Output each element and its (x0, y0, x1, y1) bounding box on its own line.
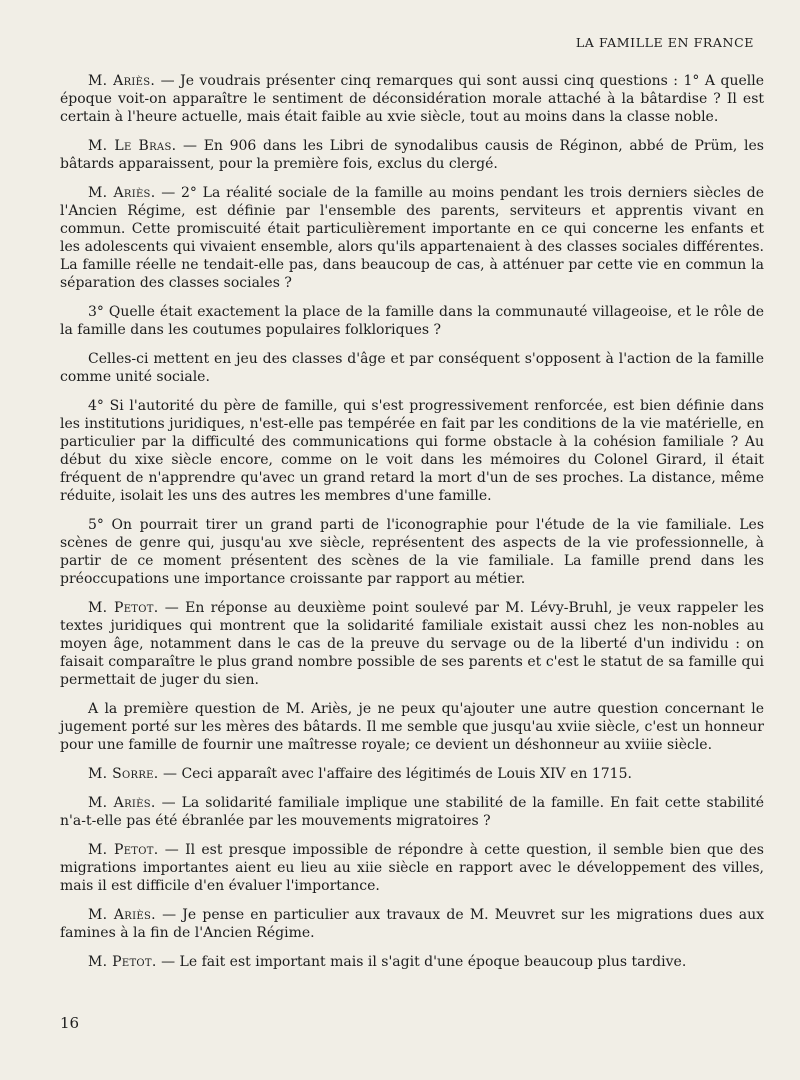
page-body (60, 72, 764, 982)
paragraph (60, 72, 764, 126)
paragraph-text: — Le fait est important mais il s'agit d'une époque beaucoup plus tardive. (156, 954, 687, 970)
paragraph (60, 841, 764, 895)
paragraph (60, 516, 764, 588)
speaker-name: M. Ariès. (88, 185, 156, 201)
paragraph-text: A la première question de M. Ariès, je ne peux qu'ajouter une autre question concernant le jugement porté sur les mères des bâtards. Il me semble que jusqu'au xviie siècle, c'est un honneur pour une famille de fournir une maîtresse royale; ce devient un déshonneur au xviiie siècle. (60, 701, 764, 753)
speaker-name: M. Sorre. (88, 766, 159, 782)
paragraph-text: 4° Si l'autorité du père de famille, qui s'est progressivement renforcée, est bien définie dans les institutions juridiques, n'est-elle pas tempérée en fait par les conditions de la vie matérielle, en particulier par la difficulté des communications qui forme obstacle à la cohésion familiale ? Au début du xixe siècle encore, comme on le voit dans les mémoires du Colonel Girard, il était fréquent de n'apprendre qu'avec un grand retard la mort d'un de ses proches. La distance, même réduite, isolait les uns des autres les membres d'une famille. (60, 398, 764, 504)
speaker-name: M. Petot. (88, 954, 157, 970)
paragraph-text: — En réponse au deuxième point soulevé par M. Lévy-Bruhl, je veux rappeler les textes juridiques qui montrent que la solidarité familiale existait aussi chez les non-nobles au moyen âge, notamment dans le cas de la preuve du servage ou de la liberté d'un individu : on faisait comparaître le plus grand nombre possible de ses parents et c'est le statut de sa famille qui permettait de juger du sien. (60, 600, 764, 688)
paragraph (60, 906, 764, 942)
paragraph-text: 3° Quelle était exactement la place de la famille dans la communauté villageoise, et le rôle de la famille dans les coutumes populaires folkloriques ? (60, 304, 764, 338)
paragraph-text: — Ceci apparaît avec l'affaire des légitimés de Louis XIV en 1715. (158, 766, 632, 782)
paragraph-text: 5° On pourrait tirer un grand parti de l'iconographie pour l'étude de la vie familiale. Les scènes de genre qui, jusqu'au xve siècle, représentent des aspects de la vie professionnelle, à partir de ce moment présentent des scènes de la vie familiale. La famille prend dans les préoccupations une importance croissante par rapport au métier. (60, 517, 764, 587)
speaker-name: M. Petot. (88, 842, 159, 858)
running-title: LA FAMILLE EN FRANCE (575, 35, 754, 50)
paragraph (60, 953, 764, 971)
paragraph (60, 599, 764, 689)
paragraph (60, 350, 764, 386)
paragraph (60, 397, 764, 505)
paragraph-text: — Il est presque impossible de répondre à cette question, il semble bien que des migrations importantes aient eu lieu au xiie siècle en rapport avec le développement des villes, mais il est difficile d'en évaluer l'importance. (60, 842, 764, 894)
paragraph-text: — En 906 dans les Libri de synodalibus causis de Réginon, abbé de Prüm, les bâtards apparaissent, pour la première fois, exclus du clergé. (60, 138, 764, 172)
paragraph (60, 303, 764, 339)
speaker-name: M. Ariès. (88, 907, 156, 923)
paragraph-text: Celles-ci mettent en jeu des classes d'âge et par conséquent s'opposent à l'action de la famille comme unité sociale. (60, 351, 764, 385)
paragraph (60, 765, 764, 783)
speaker-name: M. Ariès. (88, 795, 156, 811)
paragraph-text: — 2° La réalité sociale de la famille au moins pendant les trois derniers siècles de l'Ancien Régime, est définie par l'ensemble des parents, serviteurs et apprentis vivant en commun. Cette promiscuité était particulièrement importante en ce qui concerne les enfants et les adolescents qui vivaient ensemble, alors qu'ils appartenaient à des classes sociales différentes. La famille réelle ne tendait-elle pas, dans beaucoup de cas, à atténuer par cette vie en commun la séparation des classes sociales ? (60, 185, 764, 291)
paragraph (60, 794, 764, 830)
paragraph-text: — Je pense en particulier aux travaux de M. Meuvret sur les migrations dues aux famines à la fin de l'Ancien Régime. (60, 907, 764, 941)
paragraph (60, 184, 764, 292)
speaker-name: M. Ariès. (88, 73, 156, 89)
paragraph (60, 137, 764, 173)
paragraph-text: — La solidarité familiale implique une stabilité de la famille. En fait cette stabilité n'a-t-elle pas été ébranlée par les mouvements migratoires ? (60, 795, 764, 829)
paragraph-text: — Je voudrais présenter cinq remarques qui sont aussi cinq questions : 1° A quelle époque voit-on apparaître le sentiment de déconsidération morale attaché à la bâtardise ? Il est certain à l'heure actuelle, mais était faible au xvie siècle, tout au moins dans la classe noble. (60, 73, 764, 125)
speaker-name: M. Petot. (88, 600, 159, 616)
speaker-name: M. Le Bras. (88, 138, 177, 154)
page-number: 16 (60, 1014, 80, 1032)
paragraph (60, 700, 764, 754)
